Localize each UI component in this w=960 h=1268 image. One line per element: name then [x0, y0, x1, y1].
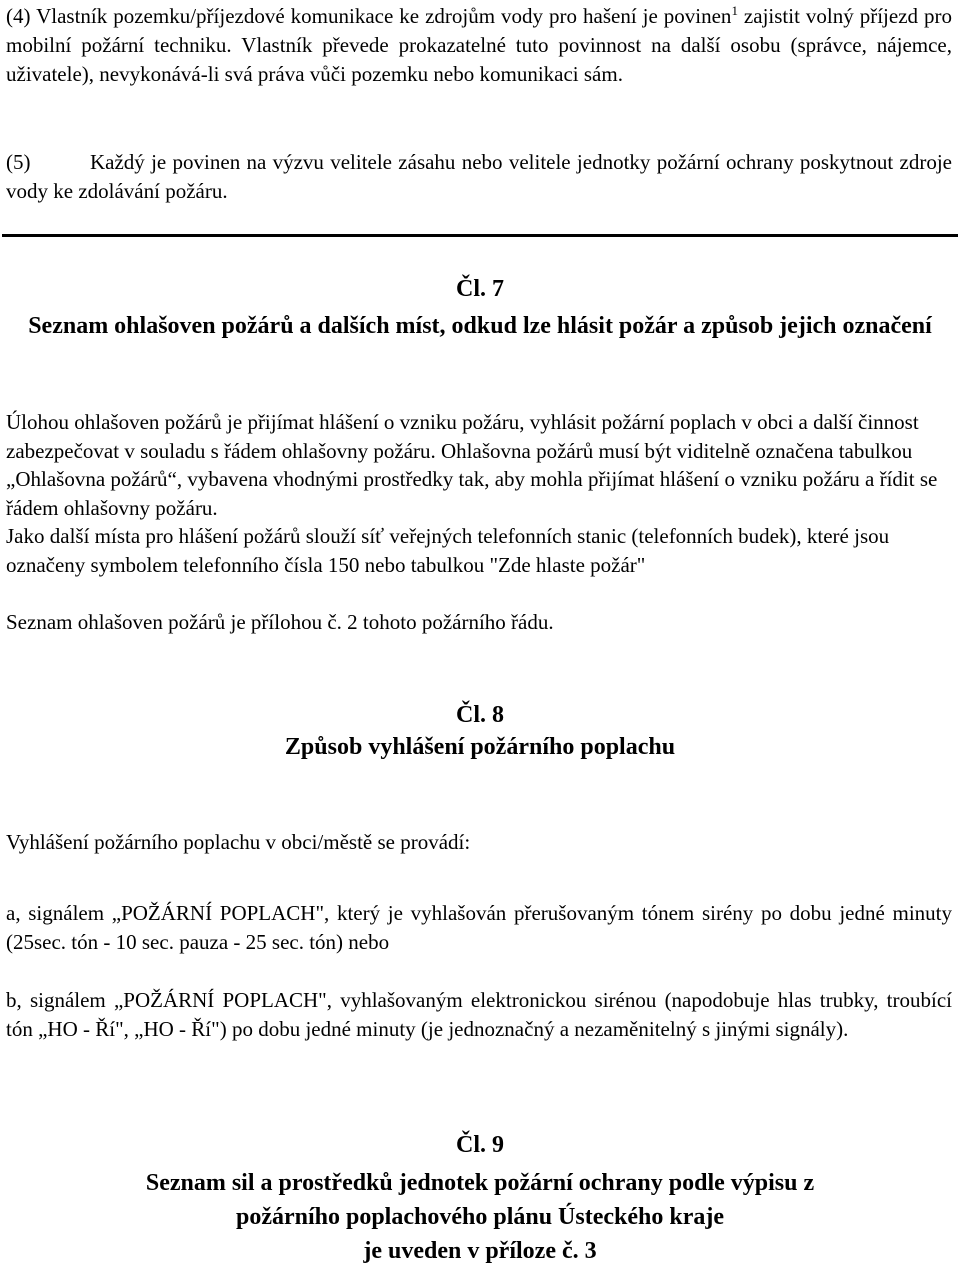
article-7-paragraph-3: Seznam ohlašoven požárů je přílohou č. 2 tohoto požárního řádu.: [6, 610, 554, 634]
paragraph-5-number: (5): [6, 150, 31, 174]
article-8-number: Čl. 8: [456, 702, 504, 728]
article-9-title-line-2: požárního poplachového plánu Ústeckého kraje: [235, 1204, 725, 1230]
article-9-title: [0, 1166, 960, 1268]
article-7-title: Seznam ohlašoven požárů a dalších míst, odkud lze hlásit požár a způsob jejich označení: [28, 313, 932, 339]
paragraph-5: [6, 148, 952, 206]
article-7-paragraph-1: Úlohou ohlašoven požárů je přijímat hlášení o vzniku požáru, vyhlásit požární poplach v obci a další činnost zabezpečovat v souladu s řádem ohlašovny požáru. Ohlašovna požárů musí být viditelně označena tabulkou „Ohlašovna požárů“, vybavena vhodnými prostředky tak, aby mohla přijímat hlášení o vzniku požáru a řídit se řádem ohlašovny požáru.: [6, 410, 938, 520]
article-8-intro: Vyhlášení požárního poplachu v obci/městě se provádí:: [6, 830, 471, 854]
article-9-title-line-1: Seznam sil a prostředků jednotek požární ochrany podle výpisu z: [145, 1170, 815, 1196]
article-8-item-a: a, signálem „POŽÁRNÍ POPLACH", který je vyhlašován přerušovaným tónem sirény po dobu jedné minuty (25sec. tón - 10 sec. pauza - 25 sec. tón) nebo: [6, 901, 952, 954]
footnote-marker[interactable]: 1: [731, 3, 738, 18]
article-9-number: Čl. 9: [456, 1132, 504, 1158]
paragraph-4: [6, 2, 952, 89]
horizontal-divider: [2, 234, 958, 237]
paragraph-4-text-start: (4) Vlastník pozemku/příjezdové komunikace ke zdrojům vody pro hašení je povinen: [6, 4, 732, 28]
article-7-number: Čl. 7: [456, 276, 504, 302]
article-8-item-b: b, signálem „POŽÁRNÍ POPLACH", vyhlašovaným elektronickou sirénou (napodobuje hlas trubky, troubící tón „HO - Ří", „HO - Ří") po dobu jedné minuty (je jednoznačný a nezaměnitelný s jinými signály).: [6, 988, 952, 1041]
article-9-title-line-3: je uveden v příloze č. 3: [363, 1238, 597, 1264]
article-7-paragraph-2: Jako další místa pro hlášení požárů slouží síť veřejných telefonních stanic (telefonních budek), které jsou označeny symbolem telefonního čísla 150 nebo tabulkou "Zde hlaste požár": [6, 524, 890, 577]
paragraph-4-text-end: zajistit volný příjezd pro mobilní požární techniku. Vlastník převede prokazatelné tuto povinnost na další osobu (správce, nájemce, uživatele), nevykonává-li svá práva vůči pozemku nebo komunikaci sám.: [6, 4, 952, 86]
paragraph-5-text: Každý je povinen na výzvu velitele zásahu nebo velitele jednotky požární ochrany poskytnout zdroje vody ke zdolávání požáru.: [6, 150, 952, 203]
article-8-title: Způsob vyhlášení požárního poplachu: [284, 734, 676, 760]
